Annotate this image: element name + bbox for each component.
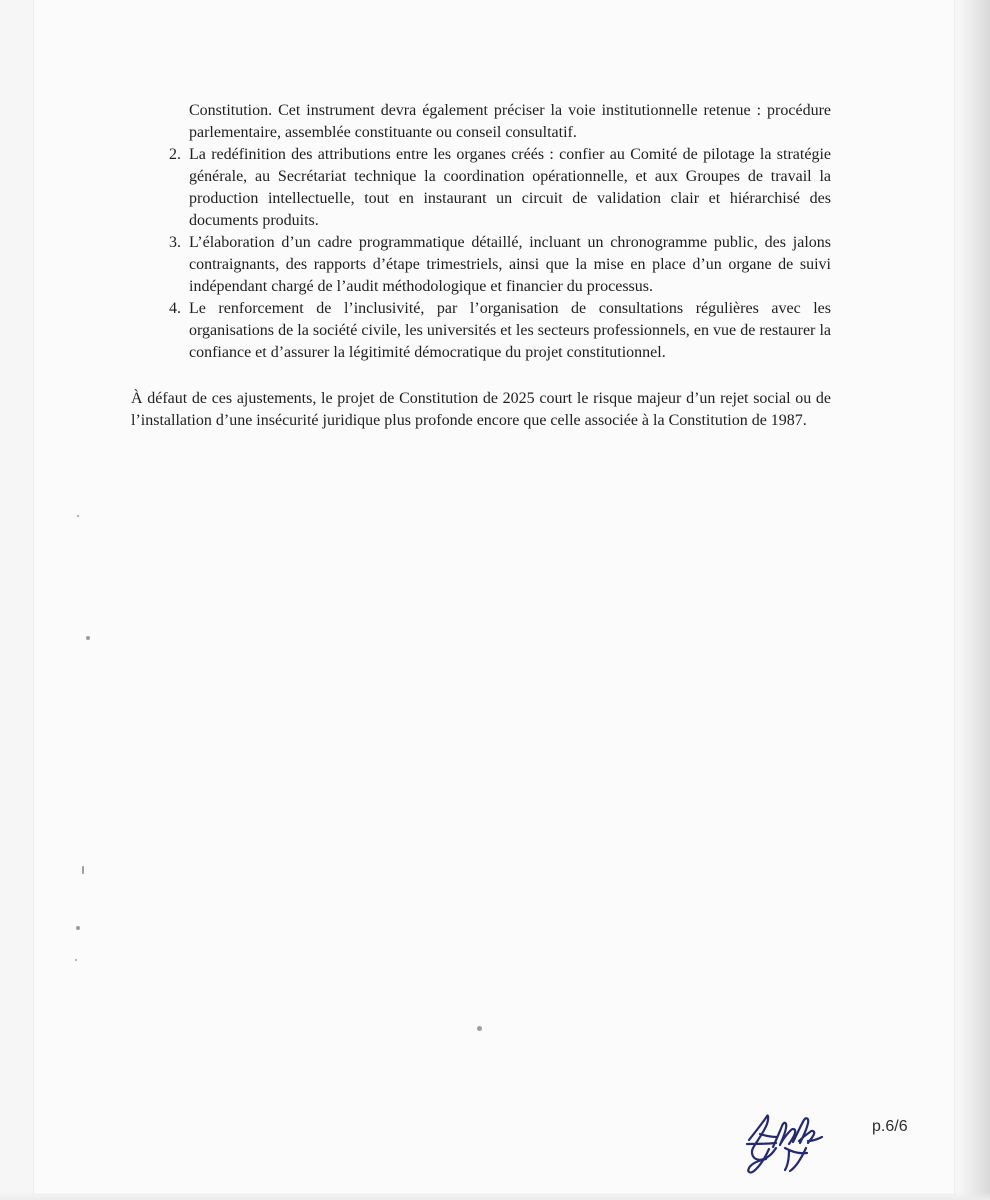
list-item-number: 2. bbox=[169, 146, 181, 163]
scan-speck bbox=[77, 515, 79, 517]
scan-speck bbox=[86, 636, 90, 640]
list-item-text: Le renforcement de l’inclusivité, par l’organisation de consultations régulières avec les organisations de la société civile, les universités et les secteurs professionnels, en vue de restaurer la confiance et d’assurer la légitimité démocratique du projet constitutionnel. bbox=[189, 300, 831, 361]
list-item-text: L’élaboration d’un cadre programmatique détaillé, incluant un chronogramme public, des jalons contraignants, des rapports d’étape trimestriels, ainsi que la mise en place d’un organe de suivi indépendant chargé de l’audit méthodologique et financier du processus. bbox=[189, 234, 831, 295]
page-bottom-shadow bbox=[0, 1192, 990, 1200]
page-number: p.6/6 bbox=[872, 1118, 908, 1135]
scan-speck bbox=[477, 1026, 482, 1031]
list-item-text: La redéfinition des attributions entre les organes créés : confier au Comité de pilotage la stratégie générale, au Secrétariat technique la coordination opérationnelle, et aux Groupes de travail la production intellectuelle, tout en instaurant un circuit de validation clair et hiérarchisé des documents produits. bbox=[189, 146, 831, 229]
scan-speck bbox=[76, 926, 80, 930]
list-item bbox=[169, 144, 831, 232]
list-item-number: 4. bbox=[169, 300, 181, 317]
page-edge-shadow bbox=[960, 0, 990, 1200]
scan-speck bbox=[82, 866, 84, 874]
signature bbox=[738, 1110, 834, 1182]
recommendation-list bbox=[131, 144, 831, 364]
scan-speck bbox=[75, 959, 77, 961]
list-item-continuation: Constitution. Cet instrument devra également préciser la voie institutionnelle retenue : procédure parlementaire, assemblée constituante ou conseil consultatif. bbox=[189, 102, 831, 141]
document-body bbox=[131, 100, 831, 448]
list-item bbox=[169, 232, 831, 298]
closing-paragraph: À défaut de ces ajustements, le projet de Constitution de 2025 court le risque majeur d’un rejet social ou de l’installation d’une insécurité juridique plus profonde encore que celle associée à la Constitution de 1987. bbox=[131, 390, 831, 429]
list-item-number: 3. bbox=[169, 234, 181, 251]
list-item bbox=[169, 298, 831, 364]
